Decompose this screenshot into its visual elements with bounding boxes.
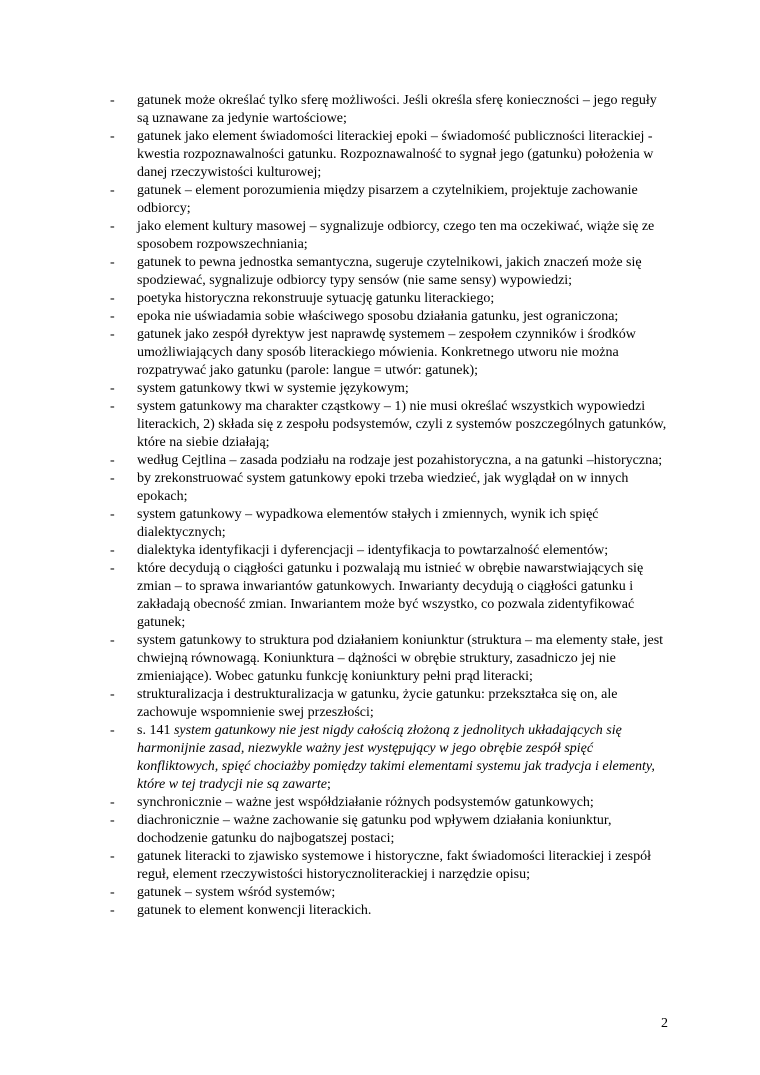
- bullet-marker: -: [110, 687, 115, 702]
- list-item-text-segment: ;: [327, 777, 331, 792]
- list-item-text: [137, 632, 670, 686]
- list-item: [110, 254, 670, 290]
- list-item: [110, 632, 670, 686]
- list-item-text: [137, 812, 670, 848]
- bullet-marker: -: [110, 633, 115, 648]
- list-item: [110, 452, 670, 470]
- bullet-marker: -: [110, 849, 115, 864]
- list-item: [110, 308, 670, 326]
- bullet-marker: -: [110, 795, 115, 810]
- list-item: [110, 542, 670, 560]
- bullet-marker: -: [110, 327, 115, 342]
- bullet-marker: -: [110, 183, 115, 198]
- list-item-text: [137, 542, 670, 560]
- bullet-marker: -: [110, 381, 115, 396]
- list-item-text-segment: gatunek to pewna jednostka semantyczna, sugeruje czytelnikowi, jakich znaczeń może się spodziewać, sygnalizuje odbiorcy typy sensów (nie same sensy) wypowiedzi;: [137, 255, 642, 288]
- list-item-text-segment: gatunek – system wśród systemów;: [137, 885, 336, 900]
- page-number: 2: [661, 1016, 668, 1031]
- list-item-text-segment: strukturalizacja i destrukturalizacja w gatunku, życie gatunku: przekształca się on, ale zachowuje wspomnienie swej przeszłości;: [137, 687, 618, 720]
- list-item-text-segment: gatunek – element porozumienia między pisarzem a czytelnikiem, projektuje zachowanie odbiorcy;: [137, 183, 638, 216]
- list-item: [110, 380, 670, 398]
- list-item: [110, 902, 670, 920]
- list-item-text-segment: synchronicznie – ważne jest współdziałanie różnych podsystemów gatunkowych;: [137, 795, 594, 810]
- list-item-text: [137, 92, 670, 128]
- list-item: [110, 470, 670, 506]
- list-item: [110, 686, 670, 722]
- list-item-text-segment: które decydują o ciągłości gatunku i pozwalają mu istnieć w obrębie nawarstwiających się zmian – to sprawa inwariantów gatunkowych. Inwarianty decydują o ciągłości gatunku i zakładają obecność zmian. Inwariantem może być wszystko, co pozwala zidentyfikować gatunek;: [137, 561, 644, 630]
- list-item-text-segment: gatunek to element konwencji literackich.: [137, 903, 372, 918]
- list-item-text-segment: według Cejtlina – zasada podziału na rodzaje jest pozahistoryczna, a na gatunki –historyczna;: [137, 453, 663, 468]
- list-item-text: [137, 884, 670, 902]
- list-item-text: [137, 506, 670, 542]
- list-item: [110, 398, 670, 452]
- list-item: [110, 326, 670, 380]
- list-item-text: [137, 380, 670, 398]
- bullet-marker: -: [110, 255, 115, 270]
- list-item-text: [137, 182, 670, 218]
- list-item-text-segment: jako element kultury masowej – sygnalizuje odbiorcy, czego ten ma oczekiwać, wiąże się ze sposobem rozpowszechniania;: [137, 219, 655, 252]
- list-item-text-segment: diachronicznie – ważne zachowanie się gatunku pod wpływem działania koniunktur, dochodzenie gatunku do najbogatszej postaci;: [137, 813, 612, 846]
- bullet-marker: -: [110, 471, 115, 486]
- list-item: [110, 218, 670, 254]
- bullet-marker: -: [110, 309, 115, 324]
- list-item-text: [137, 326, 670, 380]
- list-item: [110, 128, 670, 182]
- list-item-text: [137, 128, 670, 182]
- list-item: [110, 560, 670, 632]
- list-item: [110, 884, 670, 902]
- list-item: [110, 812, 670, 848]
- list-item: [110, 794, 670, 812]
- bullet-list: [110, 92, 670, 920]
- list-item: [110, 848, 670, 884]
- list-item-text: [137, 848, 670, 884]
- bullet-marker: -: [110, 129, 115, 144]
- bullet-marker: -: [110, 219, 115, 234]
- list-item-text: [137, 902, 670, 920]
- list-item-text-segment: gatunek jako element świadomości literackiej epoki – świadomość publiczności literackiej - kwestia rozpoznawalności gatunku. Rozpoznawalność to sygnał jego (gatunku) położenia w danej rzeczywistości kulturowej;: [137, 129, 654, 180]
- list-item-text-segment: system gatunkowy ma charakter cząstkowy – 1) nie musi określać wszystkich wypowiedzi literackich, 2) składa się z zespołu podsystemów, czyli z systemów poszczególnych gatunków, które na siebie działają;: [137, 399, 667, 450]
- list-item-text: [137, 686, 670, 722]
- bullet-marker: -: [110, 453, 115, 468]
- bullet-marker: -: [110, 93, 115, 108]
- bullet-marker: -: [110, 885, 115, 900]
- list-item-text-segment: system gatunkowy to struktura pod działaniem koniunktur (struktura – ma elementy stałe, jest chwiejną równowagą. Koniunktura – dążności w obrębie struktury, zasadniczo jej nie zmieniające). Wobec gatunku funkcję koniunktury pełni prąd literacki;: [137, 633, 664, 684]
- list-item: [110, 92, 670, 128]
- list-item-text: [137, 722, 670, 794]
- list-item-text: [137, 218, 670, 254]
- list-item-text-segment: gatunek literacki to zjawisko systemowe i historyczne, fakt świadomości literackiej i zespół reguł, element rzeczywistości historycznoliterackiej i narzędzie opisu;: [137, 849, 651, 882]
- bullet-marker: -: [110, 543, 115, 558]
- list-item-text: [137, 560, 670, 632]
- list-item: [110, 290, 670, 308]
- list-item-text-segment: poetyka historyczna rekonstruuje sytuację gatunku literackiego;: [137, 291, 495, 306]
- list-item-text-segment: gatunek jako zespół dyrektyw jest naprawdę systemem – zespołem czynników i środków umożliwiających dany sposób literackiego mówienia. Konkretnego utworu nie można rozpatrywać jako gatunku (parole: langue = utwór: gatunek);: [137, 327, 636, 378]
- bullet-marker: -: [110, 399, 115, 414]
- list-item: [110, 722, 670, 794]
- bullet-marker: -: [110, 507, 115, 522]
- list-item-text: [137, 290, 670, 308]
- bullet-marker: -: [110, 723, 115, 738]
- list-item-text: [137, 398, 670, 452]
- list-item-text-segment: system gatunkowy tkwi w systemie językowym;: [137, 381, 409, 396]
- bullet-marker: -: [110, 291, 115, 306]
- bullet-marker: -: [110, 561, 115, 576]
- list-item: [110, 506, 670, 542]
- list-item-text-segment: system gatunkowy – wypadkowa elementów stałych i zmiennych, wynik ich spięć dialektycznych;: [137, 507, 599, 540]
- list-item-text-segment: epoka nie uświadamia sobie właściwego sposobu działania gatunku, jest ograniczona;: [137, 309, 619, 324]
- list-item-text: [137, 308, 670, 326]
- bullet-marker: -: [110, 813, 115, 828]
- list-item: [110, 182, 670, 218]
- list-item-text-segment: by zrekonstruować system gatunkowy epoki trzeba wiedzieć, jak wyglądał on w innych epokach;: [137, 471, 629, 504]
- list-item-text-segment: s. 141: [137, 723, 174, 738]
- list-item-text: [137, 794, 670, 812]
- bullet-marker: -: [110, 903, 115, 918]
- list-item-text: [137, 254, 670, 290]
- list-item-text-segment: dialektyka identyfikacji i dyferencjacji – identyfikacja to powtarzalność elementów;: [137, 543, 609, 558]
- list-item-italic-quote: system gatunkowy nie jest nigdy całością złożoną z jednolitych układających się harmonijnie zasad, niezwykle ważny jest występujący w jego obrębie zespół spięć konfliktowych, spięć chociażby pomiędzy takimi elementami systemu jak tradycja i elementy, które w tej tradycji nie są zawarte: [137, 723, 655, 792]
- list-item-text: [137, 470, 670, 506]
- list-item-text: [137, 452, 670, 470]
- list-item-text-segment: gatunek może określać tylko sferę możliwości. Jeśli określa sferę konieczności – jego reguły są uznawane za jedynie wartościowe;: [137, 93, 657, 126]
